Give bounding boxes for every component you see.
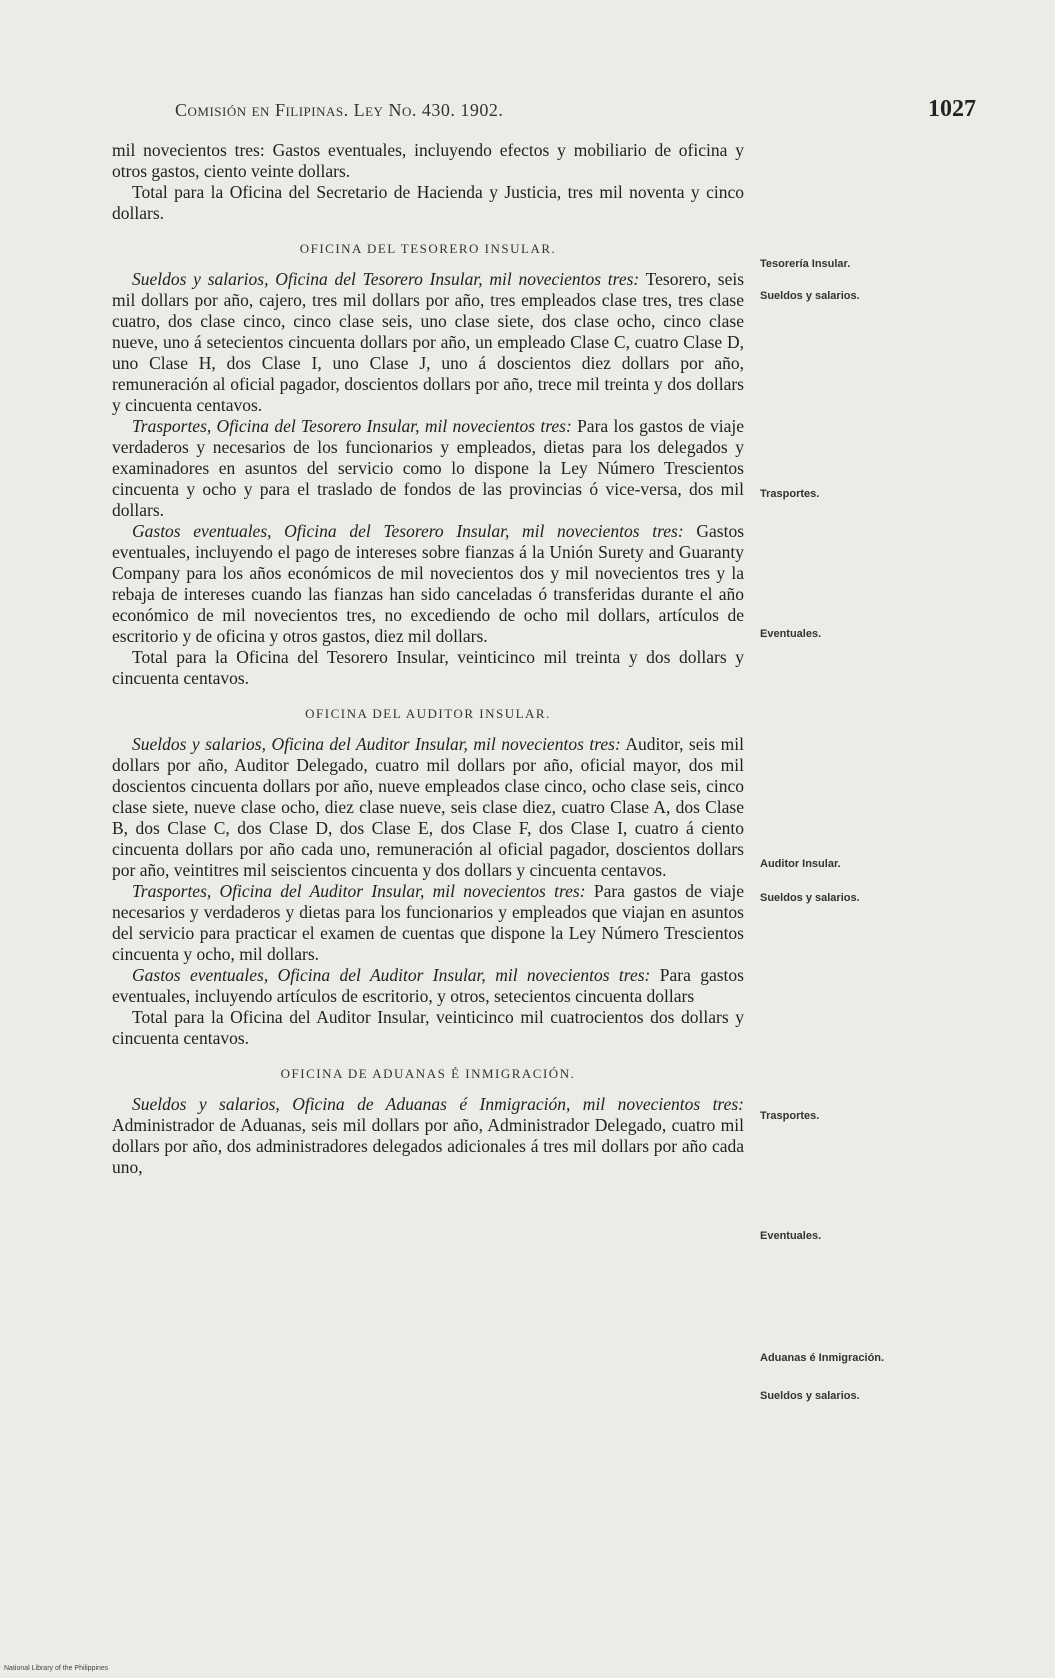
margin-note: Tesorería Insular. xyxy=(760,258,851,270)
paragraph: Total para la Oficina del Auditor Insular, veinticinco mil cuatrocientos dos dollars y cincuenta centavos. xyxy=(112,1007,744,1048)
margin-note: Auditor Insular. xyxy=(760,858,841,870)
margin-note: Trasportes. xyxy=(760,1110,820,1122)
paragraph-lead: Trasportes, Oficina del Tesorero Insular, mil novecientos tres: xyxy=(132,416,572,436)
paragraph-lead: Gastos eventuales, Oficina del Auditor Insular, mil novecientos tres: xyxy=(132,965,651,985)
paragraph xyxy=(112,416,744,521)
paragraph xyxy=(112,269,744,416)
paragraph xyxy=(112,1094,744,1178)
margin-note: Eventuales. xyxy=(760,628,822,640)
paragraph xyxy=(112,521,744,647)
paragraph-text: Gastos eventuales, incluyendo el pago de intereses sobre fianzas á la Unión Surety and Guaranty Company para los años económicos de mil novecientos dos y mil novecientos tres y la rebaja de intereses cuando las fianzas han sido canceladas ó transferidas durante el año económico de mil novecientos tres, no excediendo de ocho mil dollars, artículos de escritorio y de oficina y otros gastos, diez mil dollars. xyxy=(112,521,745,646)
paragraph-text: Auditor, seis mil dollars por año, Auditor Delegado, cuatro mil dollars por año, oficial mayor, dos mil doscientos cincuenta dollars por año, nueve empleados clase cinco, ocho clase seis, cinco clase siete, nueve clase ocho, diez clase nueve, seis clase diez, cuatro Clase A, dos Clase B, dos Clase C, dos Clase D, dos Clase E, dos Clase F, dos Clase I, cuatro á ciento cincuenta dollars por año cada uno, remuneración al oficial pagador, doscientos dollars por año, veintitres mil seiscientos cincuenta y dos dollars y cincuenta centavos. xyxy=(112,734,745,880)
running-head: Comisión en Filipinas. Ley No. 430. 1902. xyxy=(175,100,504,120)
paragraph-lead: Sueldos y salarios, Oficina de Aduanas é Inmigración, mil novecientos tres: xyxy=(132,1094,744,1114)
margin-note: Aduanas é Inmigración. xyxy=(760,1352,885,1364)
paragraph-lead: Gastos eventuales, Oficina del Tesorero Insular, mil novecientos tres: xyxy=(132,521,684,541)
section-heading: OFICINA DE ADUANAS É INMIGRACIÓN. xyxy=(280,1066,576,1081)
scan-footer: National Library of the Philippines xyxy=(4,1665,109,1672)
paragraph: mil novecientos tres: Gastos eventuales, incluyendo efectos y mobiliario de oficina y otros gastos, ciento veinte dollars. xyxy=(112,140,744,181)
section-heading: OFICINA DEL TESORERO INSULAR. xyxy=(299,241,557,256)
body-text xyxy=(112,140,744,1178)
paragraph-text: Para los gastos de viaje verdaderos y necesarios de los funcionarios y empleados, dietas para los delegados y examinadores en asuntos del servicio como lo dispone la Ley Número Trescientos cincuenta y ocho y para el traslado de fondos de las provincias ó vice-versa, dos mil dollars. xyxy=(112,416,744,520)
paragraph-text: Para gastos de viaje necesarios y verdaderos y dietas para los funcionarios y empleados que viajan en asuntos del servicio para practicar el examen de cuentas que dispone la Ley Número Trescientos cincuenta y ocho, mil dollars. xyxy=(112,881,745,964)
section-heading: OFICINA DEL AUDITOR INSULAR. xyxy=(305,706,551,721)
page-number: 1027 xyxy=(928,96,976,122)
paragraph-text: Tesorero, seis mil dollars por año, cajero, tres mil dollars por año, tres empleados clase tres, tres clase cuatro, dos clase cinco, cinco clase seis, uno clase siete, dos clase ocho, cinco clase nueve, uno á setecientos cincuenta dollars por año, un empleado Clase C, cuatro Clase D, uno Clase H, dos Clase I, uno Clase J, uno á doscientos diez dollars por año, remuneración al oficial pagador, doscientos dollars por año, trece mil treinta y dos dollars y cincuenta centavos. xyxy=(112,269,745,415)
paragraph: Total para la Oficina del Tesorero Insular, veinticinco mil treinta y dos dollars y cincuenta centavos. xyxy=(112,647,744,688)
paragraph-lead: Sueldos y salarios, Oficina del Tesorero Insular, mil novecientos tres: xyxy=(132,269,640,289)
margin-note: Sueldos y salarios. xyxy=(760,1390,860,1402)
paragraph xyxy=(112,881,744,965)
paragraph-lead: Trasportes, Oficina del Auditor Insular, mil novecientos tres: xyxy=(132,881,586,901)
margin-note: Trasportes. xyxy=(760,488,820,500)
paragraph: Total para la Oficina del Secretario de Hacienda y Justicia, tres mil noventa y cinco dollars. xyxy=(112,182,744,223)
paragraph-text: Para gastos eventuales, incluyendo artículos de escritorio, y otros, setecientos cincuenta dollars xyxy=(112,965,744,1006)
paragraph xyxy=(112,965,744,1007)
paragraph-text: Administrador de Aduanas, seis mil dollars por año, Administrador Delegado, cuatro mil dollars por año, dos administradores delegados adicionales á tres mil dollars por año cada uno, xyxy=(112,1115,744,1177)
paragraph xyxy=(112,734,744,881)
paragraph-lead: Sueldos y salarios, Oficina del Auditor Insular, mil novecientos tres: xyxy=(132,734,621,754)
margin-note: Eventuales. xyxy=(760,1230,822,1242)
margin-note: Sueldos y salarios. xyxy=(760,892,860,904)
margin-note: Sueldos y salarios. xyxy=(760,290,860,302)
